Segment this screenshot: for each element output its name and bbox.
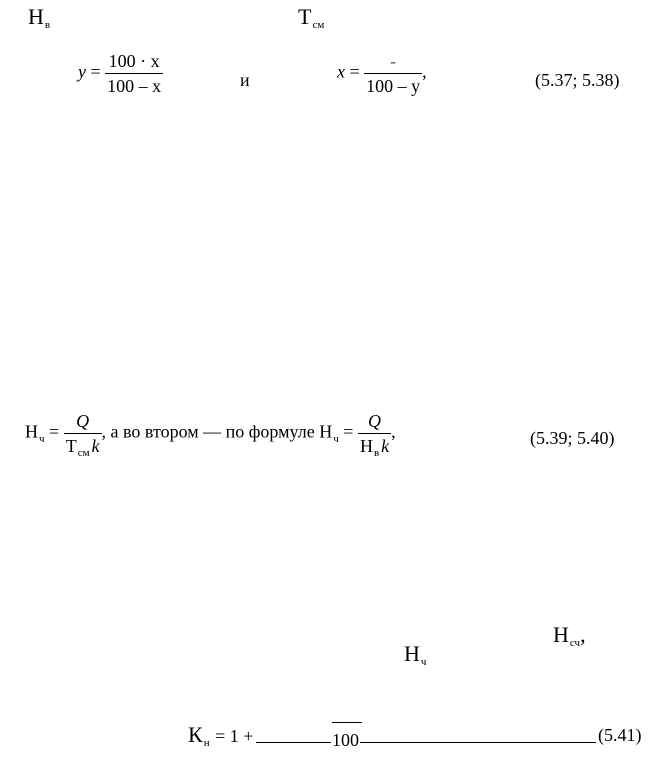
equals-sign: =	[349, 61, 360, 82]
formula-y-of-x	[78, 52, 163, 95]
fraction-x	[364, 52, 422, 95]
fraction-y	[105, 52, 163, 95]
symbol-t-sm-sub: см	[312, 19, 325, 31]
h-ch-sub: ч	[39, 432, 45, 445]
comma: ,	[391, 421, 396, 442]
equals-sign: =	[90, 61, 101, 82]
h-v-sub: в	[373, 447, 380, 459]
formula-h-ch-shift	[25, 411, 396, 459]
middle-text: , а во втором — по формуле	[101, 421, 315, 442]
equals-one-plus: = 1 +	[215, 726, 254, 746]
fraction-time-denominator	[358, 433, 391, 459]
h-sch-comma: ,	[580, 622, 586, 647]
h-sch-sub: сч	[569, 637, 581, 649]
denominator-100: 100	[332, 730, 359, 750]
comma: ,	[422, 61, 427, 82]
fraction-bar	[256, 742, 596, 743]
equals-sign-2: =	[343, 421, 354, 442]
fraction-y-numerator: 100 · x	[108, 51, 160, 71]
conjunction-and: и	[240, 70, 250, 90]
overline-mark	[332, 722, 362, 723]
symbol-h-ch	[404, 641, 427, 668]
var-x: x	[337, 61, 345, 82]
fraction-y-denominator: 100 – x	[105, 73, 163, 95]
h-ch-main-2: Н	[319, 421, 333, 442]
k-n-sub: н	[203, 737, 210, 749]
symbol-h-sch	[553, 622, 586, 649]
t-main: Т	[65, 436, 77, 456]
symbol-n-v-sub: в	[44, 19, 51, 31]
fraction-shift-numerator: Q	[76, 411, 90, 431]
t-sub: см	[77, 447, 90, 459]
fraction-time-numerator: Q	[368, 411, 382, 431]
equation-number-5-37-38: (5.37; 5.38)	[535, 70, 620, 90]
k-factor: k	[91, 436, 100, 456]
fraction-shift-denominator	[64, 433, 102, 459]
h-ch-main: Н	[25, 421, 38, 442]
symbol-t-sm-main: Т	[298, 4, 312, 29]
equation-number-5-41: (5.41)	[598, 725, 642, 745]
k-n-main: К	[188, 722, 203, 747]
symbol-n-v-main: Н	[28, 4, 44, 29]
h-v-main: Н	[359, 436, 373, 456]
fraction-shift	[64, 411, 102, 459]
equation-number-5-39-40: (5.39; 5.40)	[530, 428, 615, 448]
symbol-n-v	[28, 4, 51, 31]
k-factor-2: k	[381, 436, 390, 456]
h-sch-main: Н	[553, 622, 569, 647]
h-ch-sub-2: ч	[333, 432, 339, 445]
symbol-t-sm	[298, 4, 325, 31]
fraction-time	[358, 411, 391, 459]
formula-x-of-y	[337, 52, 427, 95]
fraction-x-denominator: 100 – y	[364, 73, 422, 95]
formula-k-n	[188, 722, 254, 749]
h-ch-lower-sub: ч	[420, 656, 427, 668]
h-ch-lower-main: Н	[404, 641, 420, 666]
fraction-x-numerator: -	[390, 51, 397, 71]
var-y: y	[78, 61, 86, 82]
equals-sign: =	[49, 421, 60, 442]
